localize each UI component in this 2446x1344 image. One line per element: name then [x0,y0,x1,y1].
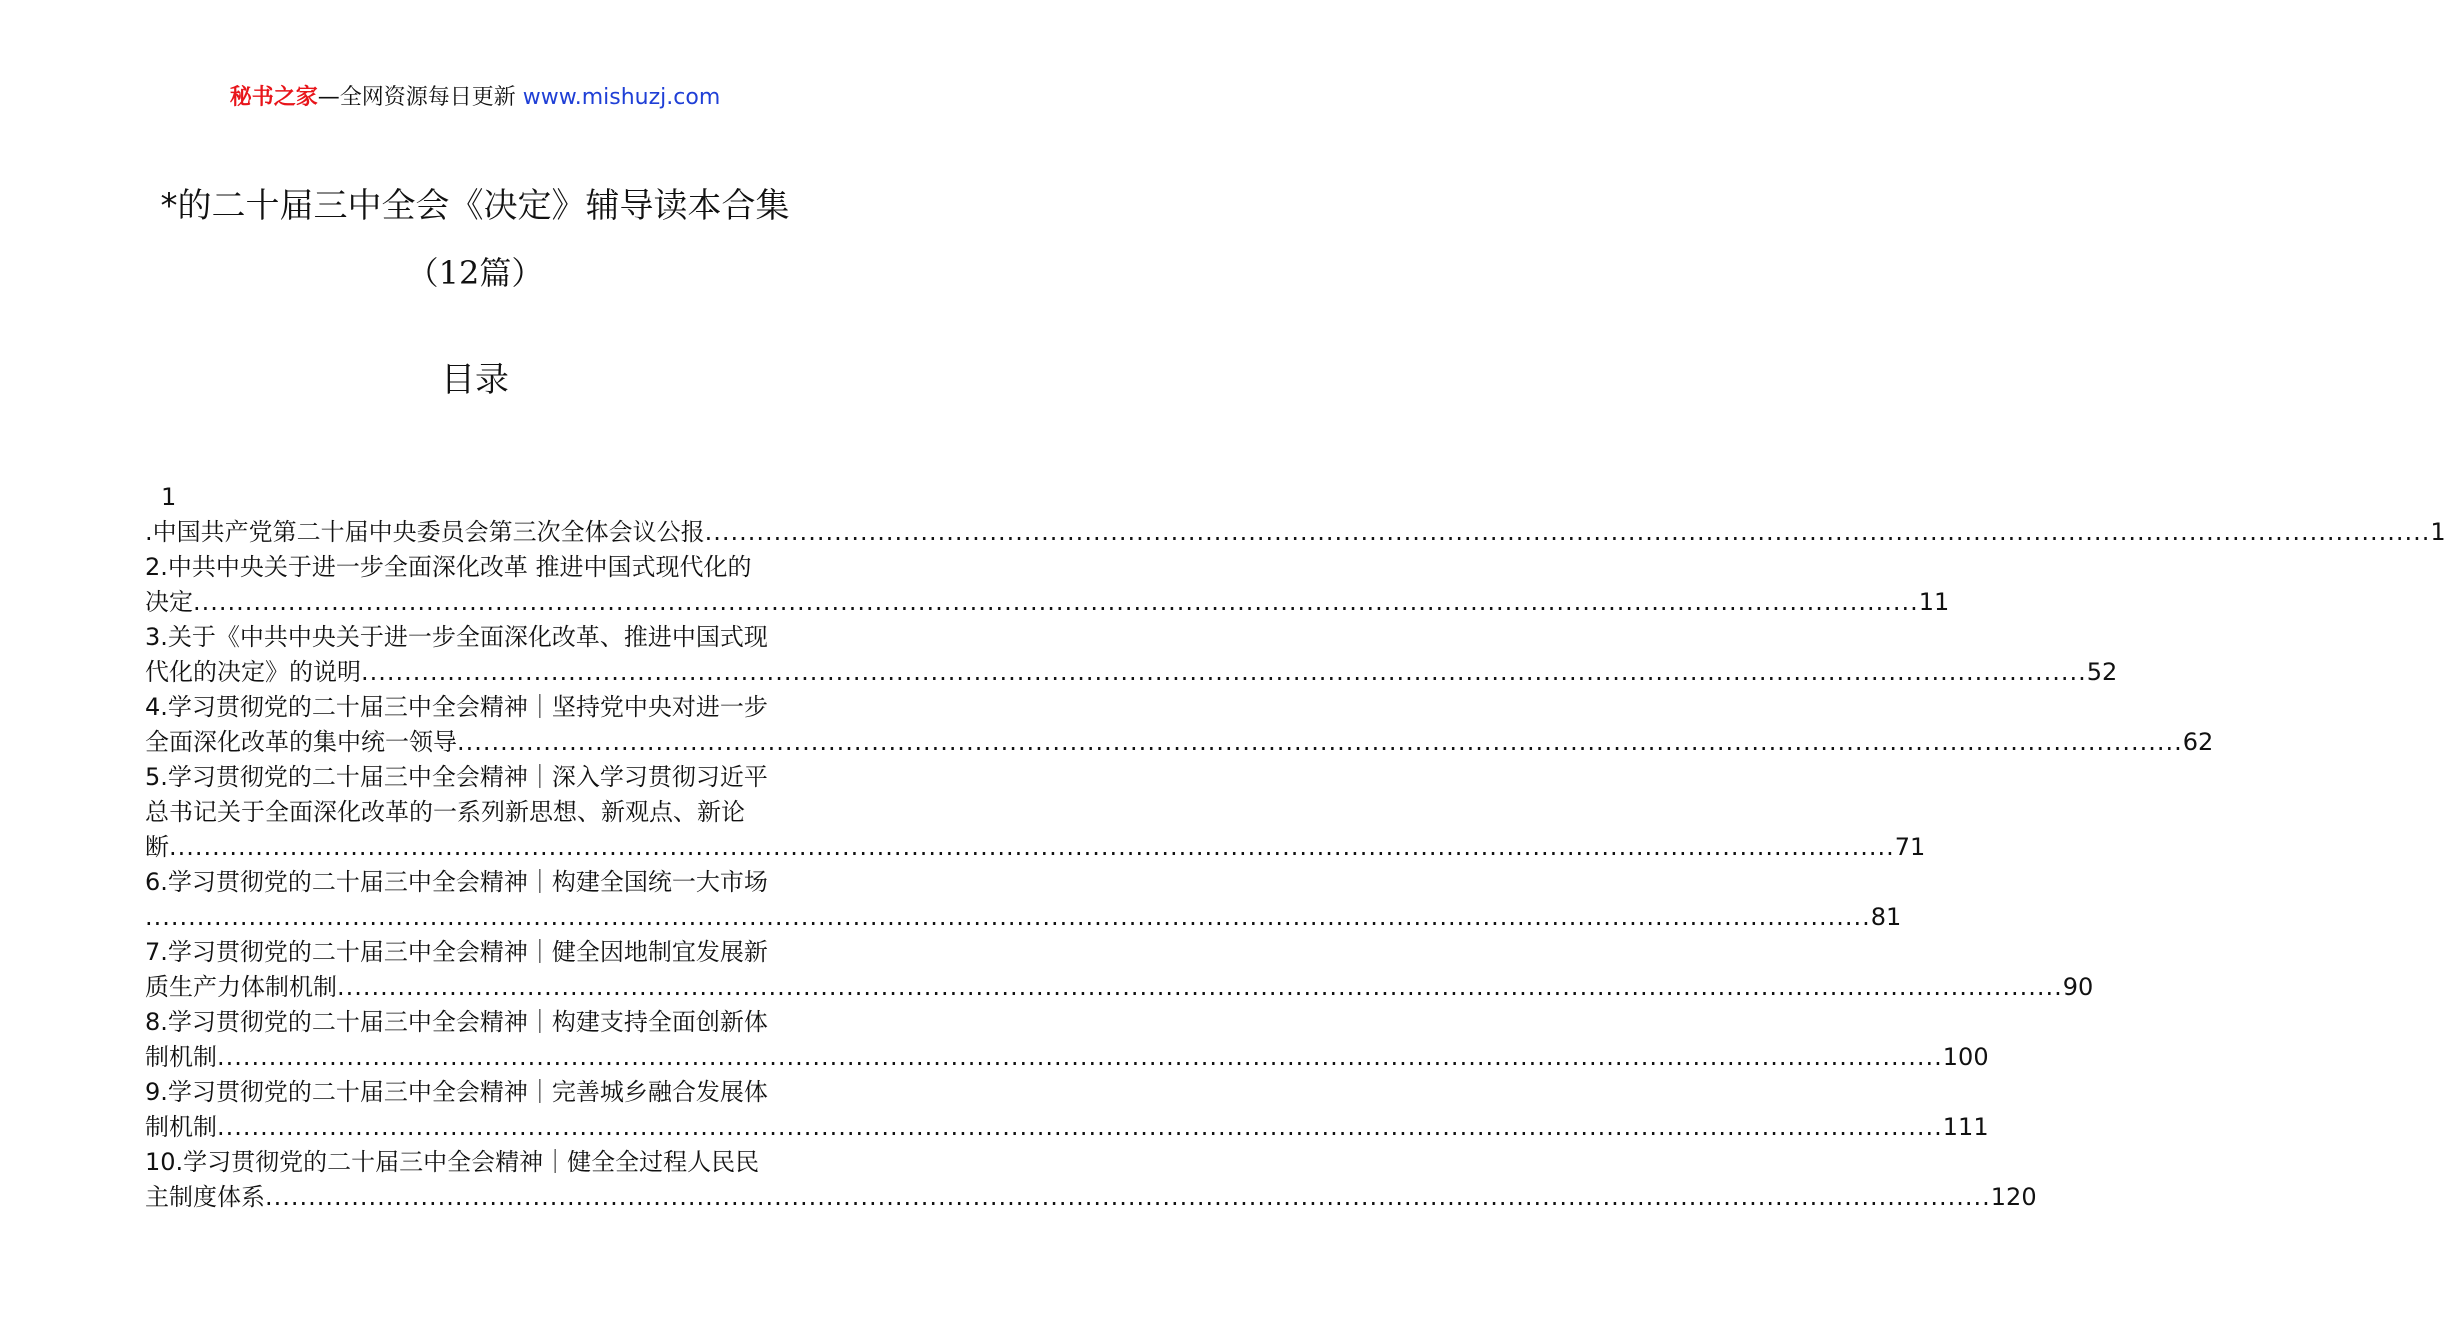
toc-dot-leader: ........................................................................................................................................................................................................ [169,833,1895,861]
header-separator: — [317,85,340,110]
subtitle-open-paren: （ [406,254,439,292]
toc-entry-text: .中国共产党第二十届中央委员会第三次全体会议公报 [145,518,705,546]
toc-dot-leader: ........................................................................................................................................................................................................ [337,973,2063,1001]
toc-page-number: 90 [2062,973,2094,1001]
toc-entry-last-line [145,1040,1989,1075]
toc-entry-last-line [145,725,2214,760]
toc-entry-text-line: 10.学习贯彻党的二十届三中全会精神｜健全全过程人民民 [145,1148,760,1176]
toc-dot-leader: ........................................................................................................................................................................................................ [265,1183,1991,1211]
toc-entry-last-line [145,585,1950,620]
toc-dot-leader: ........................................................................................................................................................................................................ [361,658,2087,686]
toc-entry[interactable] [145,760,1926,865]
toc-entry-text-line: 1 [161,483,177,511]
subtitle-count: 12 [438,254,480,292]
subtitle-close-paren: ） [511,254,544,292]
document-title: *的二十届三中全会《决定》辅导读本合集 [160,186,790,226]
toc-entry[interactable] [145,550,1950,620]
toc-entry-last-line [145,1110,1989,1145]
toc-entry[interactable] [145,1145,2037,1215]
toc-page-number: 71 [1894,833,1926,861]
toc-dot-leader: ........................................................................................................................................................................................................ [704,518,2431,546]
toc-page-number: 62 [2182,728,2214,756]
toc-entry-text: 主制度体系 [145,1183,265,1211]
toc-entry-text-line: 6.学习贯彻党的二十届三中全会精神｜构建全国统一大市场 [145,868,768,896]
toc-page-number: 111 [1942,1113,1989,1141]
toc-entry[interactable] [145,865,1902,935]
toc-entry-text: 全面深化改革的集中统一领导 [145,728,457,756]
toc-entry-text: 决定 [145,588,193,616]
toc-dot-leader: ........................................................................................................................................................................................................ [217,1043,1943,1071]
toc-entry-text-line: 3.关于《中共中央关于进一步全面深化改革、推进中国式现 [145,623,768,651]
toc-entry[interactable] [145,1005,1989,1075]
toc-entry-text-line: 2.中共中央关于进一步全面深化改革 推进中国式现代化的 [145,553,752,581]
toc-entry-text: 制机制 [145,1113,217,1141]
toc-entry-text: 质生产力体制机制 [145,973,337,1001]
brand-name: 秘书之家 [229,85,318,110]
table-of-contents [145,480,2446,1215]
toc-entry-text-line: 4.学习贯彻党的二十届三中全会精神｜坚持党中央对进一步 [145,693,768,721]
toc-entry-text-line: 7.学习贯彻党的二十届三中全会精神｜健全因地制宜发展新 [145,938,768,966]
toc-entry[interactable] [145,480,2446,550]
toc-page-number: 81 [1870,903,1902,931]
toc-entry-text-line: 总书记关于全面深化改革的一系列新思想、新观点、新论 [145,798,745,826]
toc-entry-last-line [145,1180,2037,1215]
toc-entry-last-line [145,515,2446,550]
header-tagline: 全网资源每日更新 [339,85,516,110]
document-subtitle [0,248,950,294]
toc-entry-text: 断 [145,833,169,861]
toc-page-number: 120 [1990,1183,2037,1211]
toc-entry-last-line [145,900,1902,935]
toc-dot-leader: ........................................................................................................................................................................................................ [457,728,2183,756]
toc-entry-last-line [145,830,1926,865]
toc-entry-text: 制机制 [145,1043,217,1071]
toc-heading: 目录 [441,360,509,400]
toc-dot-leader: ........................................................................................................................................................................................................ [193,588,1919,616]
toc-page-number: 100 [1942,1043,1989,1071]
toc-dot-leader: ........................................................................................................................................................................................................ [145,903,1871,931]
toc-entry-last-line [145,655,2118,690]
toc-entry-last-line [145,970,2094,1005]
toc-entry-text-line: 8.学习贯彻党的二十届三中全会精神｜构建支持全面创新体 [145,1008,768,1036]
toc-dot-leader: ........................................................................................................................................................................................................ [217,1113,1943,1141]
toc-entry-text-line: 5.学习贯彻党的二十届三中全会精神｜深入学习贯彻习近平 [145,763,768,791]
toc-page-number: 1 [2430,518,2446,546]
toc-entry-text: 代化的决定》的说明 [145,658,361,686]
site-header [0,80,950,111]
site-url-link[interactable]: www.mishuzj.com [522,85,721,110]
toc-entry[interactable] [145,1075,1989,1145]
toc-page-number: 52 [2086,658,2118,686]
toc-entry[interactable] [145,620,2118,690]
toc-entry-text-line: 9.学习贯彻党的二十届三中全会精神｜完善城乡融合发展体 [145,1078,768,1106]
toc-page-number: 11 [1918,588,1950,616]
toc-entry[interactable] [145,935,2094,1005]
subtitle-word: 篇 [479,254,512,292]
toc-entry[interactable] [145,690,2214,760]
